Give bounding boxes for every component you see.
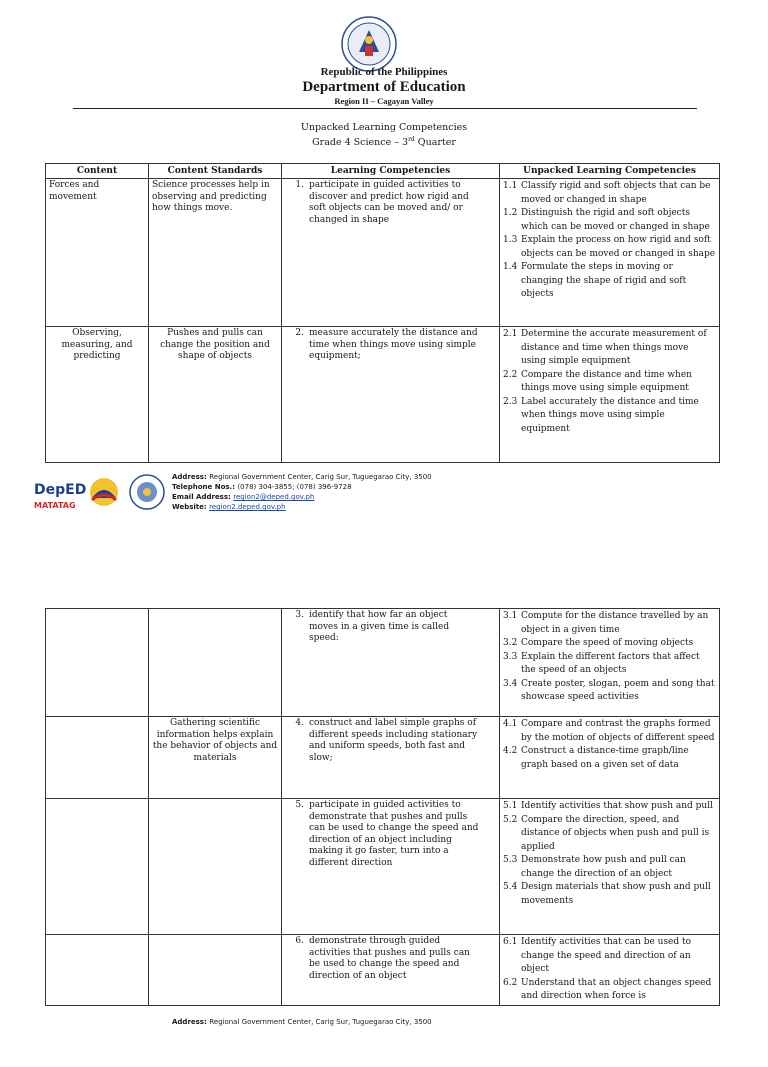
standards-cell: Gathering scientific information helps explain the behavior of objects and materials [149,717,282,799]
competency-cell: 1. participate in guided activities to discover and predict how rigid and soft objects can be moved and/ or changed in shape [282,179,500,327]
list-item: 6.1 Identify activities that can be used to change the speed and direction of an object [503,937,692,974]
table-row [46,327,720,463]
region-heading: Region II – Cagayan Valley [334,96,434,106]
table-row [46,179,720,327]
content-cell [46,609,149,717]
table-row [46,935,720,1006]
bagong-pilipinas-icon [90,478,118,506]
footer-logos [32,472,172,516]
unpacked-cell [500,799,720,935]
unpacked-cell [500,717,720,799]
list-item: 3.2 Compare the speed of moving objects [503,638,694,648]
list-item: 1.3 Explain the process on how rigid and soft objects can be moved or changed in shape [503,235,716,259]
list-item: 3.4 Create poster, slogan, poem and song that showcase speed activities [503,678,715,702]
content-cell: Observing, measuring, and predicting [46,327,149,463]
deped-logo-icon: DepED [34,482,87,498]
competencies-table-page1 [45,163,720,463]
standards-cell [149,935,282,1006]
contact-block: Address: Regional Government Center, Carig Sur, Tuguegarao City, 3500 Telephone Nos.: (078) 304-3855; (078) 396-9728 Email Address: region2@deped.gov.ph Website: region2.deped.gov.ph [172,473,432,511]
content-cell [46,717,149,799]
document-title: Unpacked Learning Competencies [300,122,468,133]
table-row [46,717,720,799]
col-header: Unpacked Learning Competencies [500,164,720,179]
table-header-row [46,164,720,179]
competencies-table-page2 [45,608,720,1006]
competency-cell: 3. identify that how far an object moves in a given time is called speed: [282,609,500,717]
content-cell: Forces and movement [46,179,149,327]
table-row [46,609,720,717]
list-item: 5.2 Compare the direction, speed, and distance of objects when push and pull is applied [503,814,710,852]
competency-cell: 2. measure accurately the distance and time when things move using simple equipment; [282,327,500,463]
republic-heading: Republic of the Philippines [320,66,448,78]
unpacked-cell [500,179,720,327]
header-divider [73,108,697,109]
col-header: Learning Competencies [282,164,500,179]
table-row [46,799,720,935]
department-heading: Department of Education [302,79,466,95]
document-subtitle: Grade 4 Science – 3rd Quarter [312,136,456,149]
list-item: 2.3 Label accurately the distance and time when things move using simple equipment [503,396,699,434]
list-item: 5.1 Identify activities that show push and pull [503,801,713,811]
website-link[interactable]: region2.deped.gov.ph [209,503,286,511]
list-item: 6.2 Understand that an object changes speed and direction when force is [503,977,712,1001]
list-item: 3.3 Explain the different factors that affect the speed of an objects [503,651,700,675]
page-gap [0,540,768,585]
competency-cell: 6. demonstrate through guided activities that pushes and pulls can be used to change the speed and direction of an object [282,935,500,1006]
document-page-2 [0,585,768,1024]
list-item: 1.4 Formulate the steps in moving or changing the shape of rigid and soft objects [503,262,687,299]
standards-cell [149,799,282,935]
contact-block-2: Address: Regional Government Center, Carig Sur, Tuguegarao City, 3500 [172,1018,432,1026]
standards-cell: Pushes and pulls can change the position and shape of objects [149,327,282,463]
competency-cell: 5. participate in guided activities to demonstrate that pushes and pulls can be used to change the speed and direction of an object including making it go faster, turn into a different direction [282,799,500,935]
list-item: 2.1 Determine the accurate measurement of distance and time when things move using simple equipment [503,329,707,366]
col-header: Content [46,164,149,179]
list-item: 1.1 Classify rigid and soft objects that can be moved or changed in shape [503,181,711,205]
email-link[interactable]: region2@deped.gov.ph [233,493,315,501]
content-cell [46,935,149,1006]
competency-cell: 4. construct and label simple graphs of different speeds including stationary and uniform speeds, both fast and slow; [282,717,500,799]
list-item: 5.4 Design materials that show push and pull movements [503,882,711,906]
deped-seal-icon [341,16,397,72]
list-item: 4.2 Construct a distance-time graph/line graph based on a given set of data [503,746,689,770]
page-footer [32,472,532,522]
matatag-logo-icon: MATATAG [34,501,76,510]
unpacked-cell [500,609,720,717]
list-item: 1.2 Distinguish the rigid and soft objects which can be moved or changed in shape [503,208,710,232]
unpacked-cell [500,327,720,463]
col-header: Content Standards [149,164,282,179]
list-item: 5.3 Demonstrate how push and pull can change the direction of an object [503,855,686,879]
region-seal-icon [130,475,164,509]
page-footer-2 [32,1017,532,1067]
list-item: 4.1 Compare and contrast the graphs formed by the motion of objects of different speed [503,719,715,743]
standards-cell: Science processes help in observing and predicting how things move. [149,179,282,327]
unpacked-cell [500,935,720,1006]
list-item: 2.2 Compare the distance and time when things move using simple equipment [503,369,692,393]
list-item: 3.1 Compute for the distance travelled by an object in a given time [503,611,709,635]
content-cell [46,799,149,935]
standards-cell [149,609,282,717]
